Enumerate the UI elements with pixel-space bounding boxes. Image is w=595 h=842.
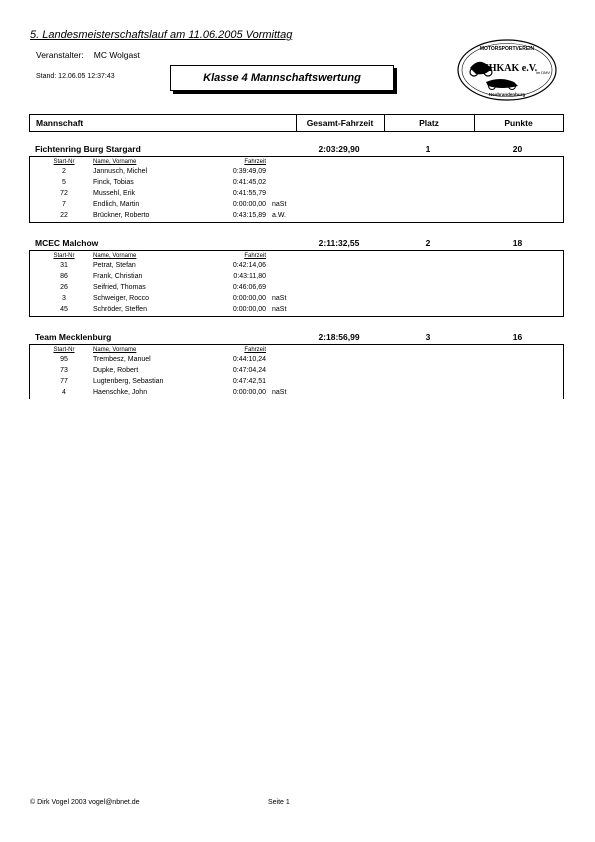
class-title: Klasse 4 Mannschaftswertung — [203, 72, 361, 84]
driver-name: Lugtenberg, Sebastian — [93, 378, 164, 385]
driver-row — [30, 272, 563, 283]
logo-center-text: IHKAK e.V. — [484, 63, 538, 74]
driver-row — [30, 189, 563, 200]
team-total-time: 2:18:56,99 — [318, 332, 360, 342]
timestamp: Stand: 12.06.05 12:37:43 — [36, 73, 115, 80]
copyright: © Dirk Vogel 2003 vogel@nbnet.de — [30, 799, 140, 806]
driver-start-nr: 86 — [60, 273, 68, 280]
driver-name: Jannusch, Michel — [93, 168, 148, 175]
organizer-label: Veranstalter: — [36, 50, 84, 60]
driver-time: 0:46:06,69 — [232, 284, 266, 291]
driver-start-nr: 73 — [60, 367, 68, 374]
driver-name: Endlich, Martin — [93, 201, 140, 208]
team-block — [29, 142, 564, 223]
driver-time: 0:39:49,09 — [232, 168, 266, 175]
driver-row — [30, 261, 563, 272]
driver-start-nr: 22 — [60, 212, 68, 219]
driver-time: 0:47:04,24 — [232, 367, 266, 374]
team-name: Team Mecklenburg — [35, 332, 112, 342]
team-drivers — [29, 156, 564, 223]
driver-note: naSt — [272, 306, 287, 313]
driver-name: Brückner, Roberto — [93, 212, 150, 219]
column-header-row — [29, 114, 564, 132]
column-total-time: Gesamt-Fahrzeit — [306, 118, 374, 128]
driver-time: 0:00:00,00 — [232, 295, 266, 302]
driver-row — [30, 200, 563, 211]
sub-column-name: Name, Vorname — [93, 347, 137, 353]
driver-column-header — [30, 157, 563, 167]
driver-time: 0:41:55,79 — [232, 190, 266, 197]
driver-time: 0:00:00,00 — [232, 201, 266, 208]
team-name: MCEC Malchow — [35, 238, 99, 248]
driver-row — [30, 211, 563, 222]
team-place: 1 — [425, 144, 431, 154]
organizer — [36, 50, 140, 60]
driver-time: 0:44:10,24 — [232, 356, 266, 363]
team-points: 16 — [512, 332, 523, 342]
team-points: 18 — [512, 238, 523, 248]
logo-bottom-text: Neubrandenburg — [488, 92, 526, 97]
class-title-box — [170, 65, 394, 91]
driver-name: Trembesz, Manuel — [93, 356, 151, 363]
driver-name: Schröder, Steffen — [93, 306, 147, 313]
team-drivers — [29, 344, 564, 399]
driver-row — [30, 294, 563, 305]
team-block — [29, 236, 564, 317]
team-drivers — [29, 250, 564, 317]
logo-top-text: MOTORSPORTVEREIN — [479, 46, 535, 52]
team-header — [29, 142, 564, 156]
team-name: Fichtenring Burg Stargard — [35, 144, 141, 154]
driver-row — [30, 355, 563, 366]
driver-time: 0:42:14,06 — [232, 262, 266, 269]
driver-note: naSt — [272, 201, 287, 208]
driver-row — [30, 388, 563, 399]
driver-start-nr: 31 — [60, 262, 68, 269]
sub-column-start-nr: Start-Nr — [53, 347, 75, 353]
driver-name: Frank, Christian — [93, 273, 143, 280]
driver-name: Dupke, Robert — [93, 367, 139, 374]
driver-start-nr: 3 — [62, 295, 66, 302]
driver-time: 0:43:15,89 — [232, 212, 266, 219]
team-header — [29, 330, 564, 344]
driver-row — [30, 305, 563, 316]
driver-note: a.W. — [272, 212, 287, 219]
driver-time: 0:00:00,00 — [232, 389, 266, 396]
driver-time: 0:47:42,51 — [232, 378, 266, 385]
driver-row — [30, 377, 563, 388]
team-points: 20 — [512, 144, 523, 154]
driver-name: Mussehl, Erik — [93, 190, 136, 197]
logo-right-text: im DMV — [535, 70, 551, 75]
driver-name: Schweiger, Rocco — [93, 295, 150, 302]
driver-note: naSt — [272, 295, 287, 302]
team-total-time: 2:03:29,90 — [318, 144, 360, 154]
driver-row — [30, 167, 563, 178]
team-header — [29, 236, 564, 250]
driver-time: 0:43:11,80 — [233, 273, 266, 280]
column-place: Platz — [419, 118, 439, 128]
team-place: 3 — [425, 332, 431, 342]
driver-name: Haenschke, John — [93, 389, 148, 396]
team-block — [29, 330, 564, 399]
driver-time: 0:00:00,00 — [232, 306, 266, 313]
sub-column-time: Fahrzeit — [244, 159, 266, 165]
sub-column-start-nr: Start-Nr — [53, 159, 75, 165]
driver-start-nr: 72 — [60, 190, 68, 197]
driver-start-nr: 2 — [62, 168, 66, 175]
driver-note: naSt — [272, 389, 287, 396]
driver-start-nr: 95 — [60, 356, 68, 363]
team-place: 2 — [425, 238, 431, 248]
driver-row — [30, 366, 563, 377]
driver-start-nr: 5 — [62, 179, 66, 186]
column-points: Punkte — [504, 118, 533, 128]
sub-column-name: Name, Vorname — [93, 253, 137, 259]
driver-name: Finck, Tobias — [93, 179, 134, 186]
driver-start-nr: 26 — [60, 284, 68, 291]
page-title: 5. Landesmeisterschaftslauf am 11.06.2005 Vormittag — [30, 29, 293, 41]
sub-column-name: Name, Vorname — [93, 159, 137, 165]
sub-column-time: Fahrzeit — [244, 347, 266, 353]
sub-column-start-nr: Start-Nr — [53, 253, 75, 259]
organizer-value: MC Wolgast — [93, 50, 140, 60]
driver-name: Seifried, Thomas — [93, 284, 146, 291]
driver-column-header — [30, 251, 563, 261]
sub-column-time: Fahrzeit — [244, 253, 266, 259]
driver-name: Petrat, Stefan — [93, 262, 136, 269]
driver-row — [30, 178, 563, 189]
driver-start-nr: 4 — [62, 389, 66, 396]
club-logo — [456, 38, 558, 102]
page-number: Seite 1 — [268, 799, 290, 806]
team-total-time: 2:11:32,55 — [318, 238, 360, 248]
driver-start-nr: 7 — [62, 201, 66, 208]
driver-time: 0:41:45,02 — [232, 179, 266, 186]
driver-row — [30, 283, 563, 294]
driver-start-nr: 45 — [60, 306, 68, 313]
column-team: Mannschaft — [36, 118, 84, 128]
driver-start-nr: 77 — [60, 378, 68, 385]
driver-column-header — [30, 345, 563, 355]
